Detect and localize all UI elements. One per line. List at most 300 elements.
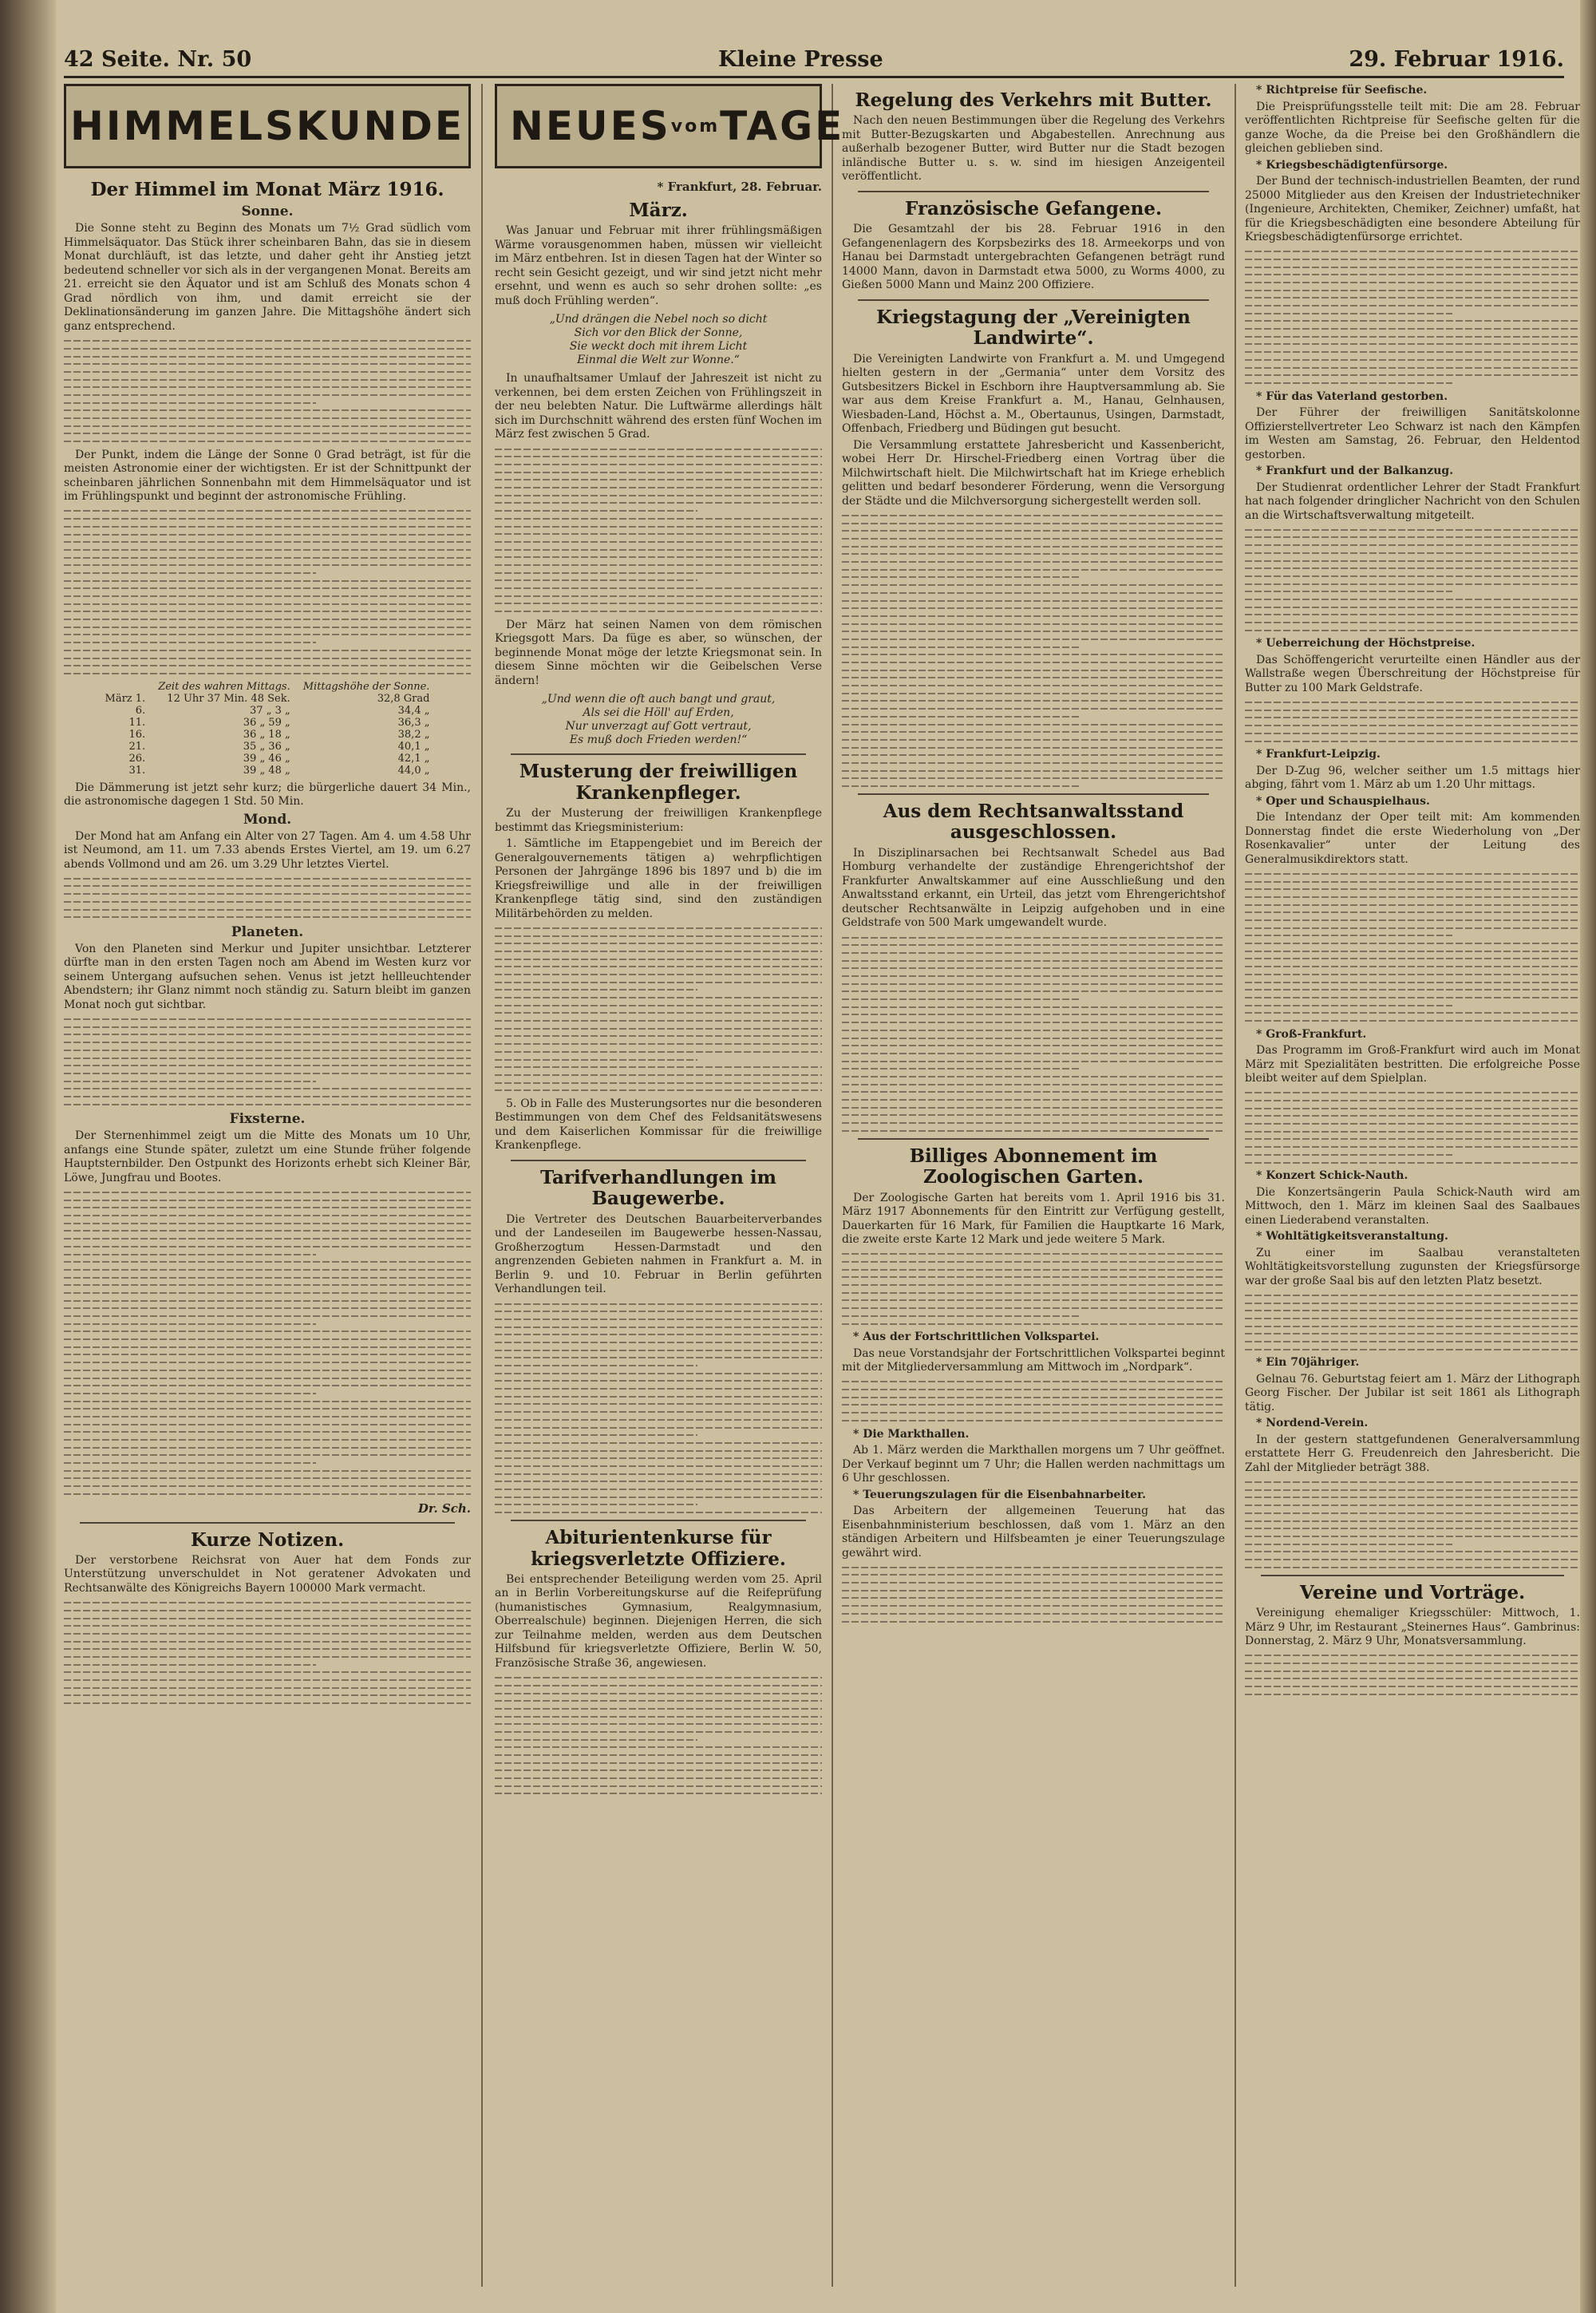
print-line: [1245, 567, 1580, 569]
print-line: [1245, 552, 1580, 554]
print-line: [842, 975, 1225, 977]
print-line: [495, 1457, 822, 1459]
table-header: Zeit des wahren Mittags.: [158, 680, 290, 693]
print-line: [495, 603, 822, 604]
article-title: Aus dem Rechtsanwaltsstand ausgeschlossen.: [883, 801, 1184, 844]
text-lines: [842, 1567, 1225, 1623]
print-line: [1245, 1528, 1580, 1529]
table-header: Mittagshöhe der Sonne.: [302, 680, 430, 693]
section-head: Planeten.: [231, 923, 304, 940]
print-line: [64, 901, 471, 903]
print-line: [495, 1716, 822, 1718]
print-line: [1245, 290, 1580, 291]
article-paragraph: Der Studienrat ordentlicher Lehrer der Stadt Frankfurt hat nach folgender dringlicher Nachricht von den Schulen an die Wirtschaftsverwaltung mitgeteilt.: [1245, 480, 1580, 522]
print-line: [64, 510, 471, 512]
article-paragraph: In der gestern stattgefundenen Generalversammlung erstattete Herr G. Freudenreich den Jahresbericht. Die Zahl der Mitglieder beträgt 388.: [1245, 1433, 1580, 1474]
article-title: Der Himmel im Monat März 1916.: [90, 179, 444, 200]
print-line: [64, 1026, 471, 1028]
print-line: [1245, 741, 1580, 742]
print-line: [1245, 733, 1580, 734]
print-line: [64, 1454, 471, 1456]
issue-date: 29. Februar 1916.: [1349, 47, 1564, 72]
print-line: [495, 1489, 822, 1490]
article-paragraph: Ab 1. März werden die Markthallen morgens um 7 Uhr geöffnet. Der Verkauf beginnt um 7 Uhr; die Hallen werden nachmittags um 6 Uhr geschlossen.: [842, 1444, 1225, 1485]
divider: [511, 753, 806, 755]
print-line: [1245, 997, 1580, 998]
print-line: [495, 1685, 822, 1686]
print-line: [842, 1567, 1225, 1568]
print-line: [495, 1434, 697, 1436]
print-line: [64, 1656, 471, 1658]
print-line: [842, 646, 1080, 648]
table-cell: 34,4 „: [397, 704, 430, 717]
print-line: [64, 1362, 471, 1363]
print-line: [842, 1045, 1225, 1046]
neues-vom-tage-banner: [495, 84, 845, 168]
print-line: [1245, 259, 1580, 260]
print-line: [495, 1465, 822, 1467]
print-line: [842, 1307, 1225, 1309]
paper-name: Kleine Presse: [718, 47, 883, 72]
print-line: [1245, 710, 1580, 711]
print-line: [842, 1613, 1225, 1615]
print-line: [842, 700, 1225, 702]
print-line: [64, 1300, 471, 1302]
print-line: [1245, 974, 1580, 975]
print-line: [64, 1641, 471, 1643]
column-divider: [481, 84, 483, 2287]
column-stadtnachrichten: [1245, 84, 1580, 2295]
print-line: [495, 1700, 822, 1702]
section-head: Mond.: [243, 811, 292, 828]
print-line: [1245, 1115, 1580, 1117]
print-line: [495, 1066, 822, 1068]
sun-table: [99, 681, 437, 777]
article-paragraph: Vereinigung ehemaliger Kriegsschüler: Mittwoch, 1. März 9 Uhr, im Restaurant „Steinernes Haus“. Gambrinus: Donnerstag, 2. März 9 Uhr, Monatsversammlung.: [1245, 1607, 1580, 1648]
print-line: [64, 642, 316, 643]
table-row: [99, 753, 437, 765]
print-line: [1245, 1567, 1580, 1568]
print-line: [1245, 1326, 1580, 1327]
print-line: [64, 1393, 316, 1394]
print-line: [1245, 1138, 1580, 1140]
text-lines: [842, 515, 1225, 787]
column-local-news: [842, 84, 1225, 2295]
signature: Dr. Sch.: [417, 1500, 471, 1516]
table-cell: 26.: [128, 752, 146, 765]
print-line: [495, 1442, 822, 1444]
text-lines: [1245, 873, 1580, 1022]
print-line: [1245, 529, 1580, 531]
print-line: [64, 1610, 471, 1611]
print-line: [842, 1605, 1225, 1607]
print-line: [842, 1261, 1225, 1263]
item-title: * Ein 70jähriger.: [1256, 1356, 1360, 1370]
article-paragraph: Von den Planeten sind Merkur und Jupiter unsichtbar. Letzterer dürfte man in den ersten Tagen noch am Abend im Westen kurz vor seinem Untergang aufsuchen sehen. Venus ist jetzt hellleuchtender Abendstern; ihr Glanz nimmt noch ständig zu. Saturn bleibt im ganzen Monat noch gut sichtbar.: [64, 942, 471, 1011]
print-line: [1245, 1092, 1580, 1093]
print-line: [1245, 725, 1580, 726]
item-title: * Teuerungszulagen für die Eisenbahnarbeiter.: [853, 1488, 1146, 1501]
article-title: Vereine und Vorträge.: [1299, 1581, 1526, 1603]
print-line: [495, 1403, 822, 1405]
table-cell: 38,2 „: [397, 728, 430, 741]
article-paragraph: Das Schöffengericht verurteilte einen Händler aus der Wallstraße wegen Überschreitung der Höchstpreise für Butter zu 100 Mark Geldstrafe.: [1245, 653, 1580, 694]
table-cell: 6.: [135, 704, 146, 717]
print-line: [1245, 911, 1580, 913]
print-line: [495, 1746, 822, 1748]
print-line: [842, 1006, 1225, 1008]
print-line: [842, 1412, 1225, 1414]
print-line: [495, 1396, 822, 1398]
article-paragraph: Der Punkt, indem die Länge der Sonne 0 Grad beträgt, ist für die meisten Astronomie einer der wichtigsten. Er ist der Schnittpunkt der scheinbaren jährlichen Sonnenbahn mit dem Himmelsäquator und ist im Frühlingspunkt und beginnt der astronomische Frühling.: [64, 448, 471, 504]
print-line: [1245, 297, 1580, 299]
print-line: [1245, 1670, 1580, 1672]
print-line: [495, 1089, 822, 1091]
table-cell: 39 „ 48 „: [243, 764, 290, 777]
print-line: [64, 1200, 471, 1201]
print-line: [842, 1315, 1080, 1317]
print-line: [64, 1307, 471, 1309]
print-line: [842, 1269, 1225, 1271]
print-line: [64, 1277, 471, 1279]
print-line: [842, 1420, 1225, 1421]
print-line: [842, 1597, 1225, 1599]
text-lines: [1245, 251, 1580, 384]
print-line: [495, 1035, 822, 1037]
print-line: [1245, 1504, 1580, 1506]
print-line: [842, 553, 1225, 555]
print-line: [495, 1504, 697, 1505]
item-title: * Aus der Fortschrittlichen Volkspartei.: [853, 1330, 1100, 1344]
text-lines: [495, 1677, 822, 1794]
article-paragraph: Der Mond hat am Anfang ein Alter von 27 Tagen. Am 4. um 4.58 Uhr ist Neumond, am 11. um 7.33 abends Erstes Viertel, am 19. um 6.27 abends Vollmond und am 26. um 3.29 Uhr letztes Viertel.: [64, 829, 471, 871]
print-line: [842, 1253, 1225, 1255]
print-line: [64, 1408, 471, 1410]
print-line: [842, 1590, 1225, 1591]
article-paragraph: In Disziplinarsachen bei Rechtsanwalt Schedel aus Bad Homburg verhandelte der zuständige Ehrengerichtshof der Frankfurter Anwaltskammer auf eine Ausschließung und den Anwaltsstand erkannt, ein Urteil, das jetzt vom Ehrengerichtshof deutscher Rechtsanwälte in Leipzig aufgehoben und in eine Geldstrafe von 500 Mark umgewandelt wurde.: [842, 846, 1225, 930]
print-line: [64, 441, 471, 442]
divider: [858, 299, 1209, 301]
print-line: [842, 1404, 1225, 1406]
print-line: [64, 611, 471, 612]
print-line: [842, 631, 1225, 632]
himmelskunde-banner: HIMMELSKUNDE: [64, 84, 471, 168]
print-line: [495, 1762, 822, 1764]
print-line: [64, 595, 471, 597]
table-cell: 31.: [128, 764, 146, 777]
article-paragraph: 1. Sämtliche im Etappengebiet und im Bereich der Generalgouvernements tätigen a) wehrpflichtigen Personen der Jahrgänge 1896 bis 1897 und b) die im Kriegsfreiwillige und alle in der freiwilligen Krankenpflege tätig sind, sind den zuständigen Militärbehörden zu melden.: [495, 837, 822, 920]
print-line: [495, 1497, 822, 1498]
article-paragraph: Zu der Musterung der freiwilligen Krankenpflege bestimmt das Kriegsministerium:: [495, 807, 822, 834]
print-line: [64, 1269, 471, 1271]
divider: [1261, 1575, 1564, 1576]
print-line: [842, 1574, 1225, 1576]
print-line: [64, 634, 471, 635]
print-line: [64, 909, 471, 911]
banner-tage: TAGE: [720, 103, 845, 149]
print-line: [64, 1416, 471, 1417]
print-line: [842, 952, 1225, 954]
print-line: [64, 1088, 471, 1089]
print-line: [1245, 951, 1580, 952]
article-paragraph: Die Gesamtzahl der bis 28. Februar 1916 in den Gefangenenlagern des Korpsbezirks des 18. Armeekorps und von Hanau bei Darmstadt untergebrachten Gefangenen beträgt rund 14000 Mann, davon in Darmstadt etwa 5000, zu Worms 4000, zu Gießen 5000 Mann und Mainz 200 Offiziere.: [842, 223, 1225, 292]
print-line: [64, 1679, 471, 1681]
print-line: [842, 1122, 1225, 1124]
print-line: [842, 708, 1225, 710]
table-row: [99, 717, 437, 729]
print-line: [64, 1292, 471, 1294]
print-line: [495, 1419, 822, 1421]
print-line: [842, 785, 1080, 787]
print-line: [1245, 943, 1580, 944]
text-lines: [64, 1018, 471, 1105]
print-line: [64, 379, 471, 381]
print-line: [1245, 702, 1580, 703]
print-line: [64, 433, 471, 434]
print-line: [842, 1061, 1225, 1062]
print-line: [495, 943, 822, 944]
article-paragraph: Die Konzertsängerin Paula Schick-Nauth wird am Mittwoch, den 1. März im kleinen Saal des Saalbaues einen Liederabend veranstalten.: [1245, 1185, 1580, 1227]
table-cell: 37 „ 3 „: [250, 704, 290, 717]
table-cell: 32,8 Grad: [377, 692, 430, 705]
print-line: [64, 1238, 471, 1240]
print-line: [495, 1723, 822, 1725]
print-line: [64, 409, 471, 411]
print-line: [495, 472, 822, 473]
print-line: [64, 893, 471, 895]
print-line: [495, 1082, 822, 1084]
print-line: [1245, 1559, 1580, 1560]
print-line: [495, 1303, 822, 1305]
print-line: [1245, 328, 1580, 330]
text-lines: [495, 927, 822, 1091]
article-title: Französische Gefangene.: [905, 197, 1162, 219]
print-line: [64, 1702, 471, 1704]
table-cell: 21.: [128, 740, 146, 753]
print-line: [64, 587, 471, 589]
print-line: [842, 693, 1225, 694]
print-line: [64, 549, 471, 551]
print-line: [842, 1038, 1225, 1039]
print-line: [1245, 1349, 1580, 1350]
article-title: Musterung der freiwilligen Krankenpfleger.: [519, 761, 798, 804]
table-cell: 16.: [128, 728, 146, 741]
print-line: [64, 580, 471, 582]
print-line: [495, 1074, 822, 1076]
print-line: [1245, 717, 1580, 718]
print-line: [1245, 1333, 1580, 1334]
page-edge: [1580, 0, 1596, 2313]
print-line: [495, 959, 822, 960]
table-cell: 36 „ 18 „: [243, 728, 290, 741]
article-paragraph: In unaufhaltsamer Umlauf der Jahreszeit ist nicht zu verkennen, bei dem ersten Zeichen von Frühlingszeit in der neu belebten Natur. Die Luftwärme allerdings hält sich im Durchschnitt während des ersten fünf Wochen im März fest zwischen 5 Grad.: [495, 372, 822, 441]
print-line: [495, 1708, 822, 1710]
print-line: [64, 394, 471, 396]
text-lines: [842, 937, 1225, 1132]
print-line: [842, 731, 1225, 733]
print-line: [64, 1477, 471, 1479]
print-line: [1245, 1108, 1580, 1109]
column-divider: [1235, 84, 1236, 2287]
print-line: [495, 1311, 822, 1312]
column-divider: [832, 84, 833, 2287]
print-line: [495, 927, 822, 929]
item-title: * Konzert Schick-Nauth.: [1256, 1169, 1408, 1183]
print-line: [1245, 1020, 1580, 1022]
article-title: Tarifverhandlungen im Baugewerbe.: [540, 1166, 776, 1210]
item-title: * Frankfurt-Leipzig.: [1256, 748, 1381, 761]
print-line: [495, 1380, 822, 1382]
print-line: [64, 1223, 471, 1224]
print-line: [842, 1292, 1225, 1294]
print-line: [64, 518, 471, 520]
print-line: [1245, 1100, 1580, 1101]
print-line: [842, 607, 1225, 609]
print-line: [1245, 1310, 1580, 1311]
print-line: [495, 1473, 822, 1475]
table-row: [99, 729, 437, 741]
article-paragraph: Das neue Vorstandsjahr der Fortschrittlichen Volkspartei beginnt mit der Mitgliederversammlung am Mittwoch im „Nordpark“.: [842, 1346, 1225, 1374]
print-line: [842, 937, 1225, 939]
table-row: [99, 705, 437, 717]
print-line: [1245, 873, 1580, 875]
table-cell: 11.: [128, 716, 146, 729]
divider: [858, 793, 1209, 795]
print-line: [495, 1754, 822, 1756]
text-lines: [1245, 702, 1580, 741]
print-line: [495, 1059, 697, 1061]
page-number: 42 Seite. Nr. 50: [64, 47, 252, 72]
table-row: [99, 741, 437, 753]
print-line: [495, 1334, 822, 1335]
article-title: Kurze Notizen.: [190, 1528, 345, 1551]
print-line: [64, 417, 471, 419]
print-line: [842, 515, 1225, 516]
print-line: [1245, 1154, 1452, 1156]
print-line: [64, 665, 471, 666]
dateline: * Frankfurt, 28. Februar.: [657, 180, 822, 194]
print-line: [842, 716, 1080, 718]
print-line: [1245, 1663, 1580, 1664]
text-lines: [64, 510, 471, 674]
print-line: [842, 523, 1225, 524]
article-paragraph: Zu einer im Saalbau veranstalteten Wohltätigkeitsvorstellung zugunsten der Kriegsfürsorge war der große Saal bis auf den letzten Platz besetzt.: [1245, 1246, 1580, 1287]
print-line: [1245, 982, 1580, 983]
table-row: [99, 765, 437, 777]
print-line: [495, 518, 822, 520]
print-line: [1245, 367, 1580, 369]
print-line: [842, 747, 1225, 749]
print-line: [1245, 1489, 1580, 1491]
print-line: [1245, 1655, 1580, 1656]
print-line: [1245, 927, 1580, 929]
table-cell: 36,3 „: [397, 716, 430, 729]
print-line: [495, 526, 822, 528]
print-line: [64, 1104, 471, 1105]
print-line: [842, 1107, 1225, 1109]
print-line: [842, 615, 1225, 617]
print-line: [64, 1192, 471, 1193]
print-line: [495, 1365, 697, 1366]
article-paragraph: Der Sternenhimmel zeigt um die Mitte des Monats um 10 Uhr, anfangs eine Stunde später, zuletzt um eine Stunde früher folgende Hauptsternbilder. Den Ostpunkt des Horizonts erhebt sich Kleiner Bär, Löwe, Jungfrau und Bootes.: [64, 1129, 471, 1184]
print-line: [495, 1327, 822, 1328]
print-line: [842, 998, 1080, 1000]
print-line: [495, 1427, 822, 1429]
article-paragraph: 5. Ob in Falle des Musterungsortes nur die besonderen Bestimmungen von dem Chef des Feldsanitätswesens und dem Kaiserlichen Kommissar für die freiwillige Krankenpflege.: [495, 1097, 822, 1153]
print-line: [842, 662, 1225, 663]
item-title: * Wohltätigkeitsveranstaltung.: [1256, 1230, 1448, 1243]
text-lines: [64, 878, 471, 918]
print-line: [64, 1073, 471, 1074]
print-line: [1245, 1341, 1580, 1342]
print-line: [64, 425, 471, 427]
text-lines: [64, 1192, 471, 1495]
article-paragraph: Der März hat seinen Namen von dem römischen Kriegsgott Mars. Da füge es aber, so wünschen, der beginnende Monat möge der letzte Kriegsmonat sein. In diesem Sinne möchten wir die Geibelschen Verse ändern!: [495, 618, 822, 687]
divider: [80, 1522, 455, 1524]
print-line: [842, 1130, 1225, 1132]
print-line: [495, 966, 822, 967]
print-line: [495, 1785, 822, 1787]
item-title: * Für das Vaterland gestorben.: [1256, 389, 1448, 403]
print-line: [1245, 607, 1580, 608]
section-head: Fixsterne.: [229, 1111, 306, 1128]
print-line: [64, 1284, 471, 1286]
print-line: [842, 1397, 1225, 1398]
article-paragraph: Die Sonne steht zu Beginn des Monats um 7½ Grad südlich vom Himmelsäquator. Das Stück ihrer scheinbaren Bahn, das sie in diesem Monat durchläuft, ist das letzte, und daher geht ihr Anstieg jetzt bedeutend schneller vor sich als in der vergangenen Monat. Bereits am 21. erreicht sie den Äquator und ist am Schluß des Monats schon 4 Grad nördlich von ihm, und damit erreicht sie der Deklinationsänderung im ganzen Jahre. Die Mittagshöhe ändert sich ganz entsprechend.: [64, 222, 471, 333]
print-line: [64, 1346, 471, 1348]
print-line: [495, 533, 822, 535]
print-line: [842, 1381, 1225, 1382]
article-paragraph: Die Intendanz der Oper teilt mit: Am kommenden Donnerstag findet die erste Wiederholung von „Der Rosenkavalier“ unter der Leitung des Generalmusikdirektors statt.: [1245, 811, 1580, 866]
print-line: [64, 1687, 471, 1689]
print-line: [1245, 630, 1580, 631]
article-title: Kriegstagung der „Vereinigten Landwirte“.: [876, 306, 1191, 350]
print-line: [1245, 374, 1580, 376]
print-line: [495, 1005, 822, 1006]
print-line: [64, 386, 471, 388]
print-line: [64, 916, 471, 918]
poem: „Und wenn die oft auch bangt und graut, Als sei die Höll' auf Erden, Nur unverzagt auf Gott vertraut, Es muß doch Frieden werden!“: [541, 693, 776, 747]
item-title: * Frankfurt und der Balkanzug.: [1256, 465, 1454, 478]
print-line: [495, 549, 822, 551]
print-line: [495, 479, 822, 480]
print-line: [64, 1323, 316, 1325]
print-line: [64, 1378, 471, 1379]
print-line: [495, 487, 822, 488]
print-line: [495, 935, 822, 937]
print-line: [64, 1058, 471, 1059]
print-line: [1245, 382, 1452, 384]
print-line: [495, 1350, 822, 1351]
print-line: [64, 1625, 471, 1627]
item-title: * Oper und Schauspielhaus.: [1256, 794, 1430, 808]
article-paragraph: Die Dämmerung ist jetzt sehr kurz; die bürgerliche dauert 34 Min., die astronomische dagegen 1 Std. 50 Min.: [64, 781, 471, 809]
print-line: [495, 611, 822, 612]
print-line: [64, 541, 471, 543]
print-line: [1245, 966, 1580, 967]
print-line: [64, 1050, 471, 1051]
print-line: [1245, 282, 1580, 283]
print-line: [64, 1354, 471, 1355]
article-paragraph: Die Vertreter des Deutschen Bauarbeiterverbandes und der Landeseilen im Baugewerbe hessen-Nassau, Großherzogtum Hessen-Darmstadt und den angrenzenden Gebieten nahmen in Frankfurt a. M. in Berlin 9. und 10. Februar in Berlin geführten Verhandlungen teil.: [495, 1212, 822, 1296]
print-line: [1245, 274, 1580, 275]
print-line: [495, 595, 822, 597]
print-line: [64, 1096, 471, 1097]
print-line: [842, 724, 1225, 726]
print-line: [842, 561, 1225, 563]
print-line: [64, 1207, 471, 1208]
article-paragraph: Der verstorbene Reichsrat von Auer hat dem Fonds zur Unterstützung unverschuldet in Not geratener Advokaten und Rechtsanwälte des Königreichs Bayern 100000 Mark vermacht.: [64, 1553, 471, 1595]
